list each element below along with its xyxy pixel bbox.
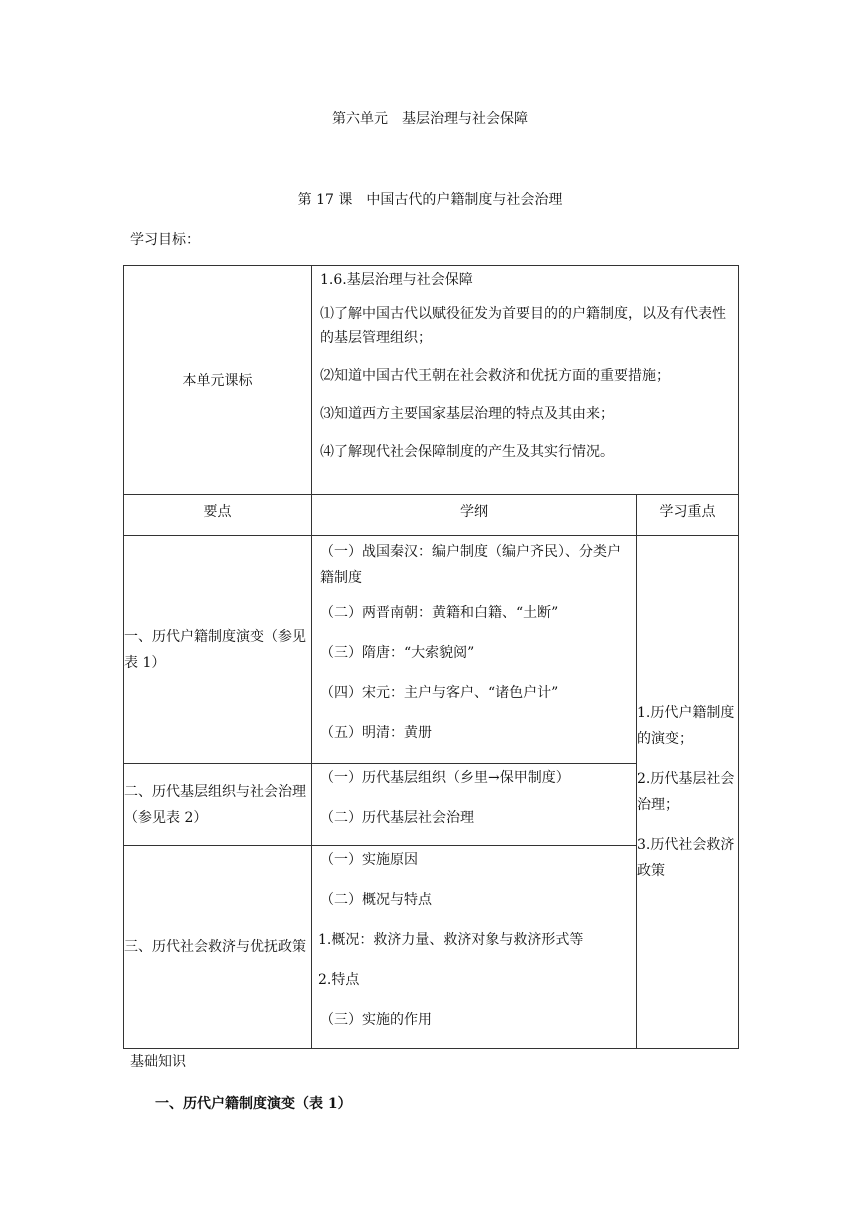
header-point: 要点 <box>124 495 312 536</box>
header-row <box>124 495 739 536</box>
focus-cell <box>637 536 739 1049</box>
unit-standard-item: ⑴了解中国古代以赋役征发为首要目的的户籍制度，以及有代表性的基层管理组织； <box>320 306 726 346</box>
unit-standard-item: ⑵知道中国古代王朝在社会救济和优抚方面的重要措施； <box>320 368 670 384</box>
point-cell: 一、历代户籍制度演变（参见表 1） <box>124 536 312 764</box>
header-focus: 学习重点 <box>637 495 739 536</box>
outline-item: （二）历代基层社会治理 <box>320 810 474 826</box>
basics-label: 基础知识 <box>130 1054 186 1070</box>
outline-item: （二）两晋南朝：黄籍和白籍、“土断” <box>320 605 559 621</box>
outline-item: （一）战国秦汉：编户制度（编户齐民）、分类户籍制度 <box>320 544 621 586</box>
unit-standard-cell <box>312 266 739 495</box>
table-row <box>124 536 739 764</box>
section-heading: 一、历代户籍制度演变（表 1） <box>155 1096 352 1112</box>
unit-standard-item: 1.6.基层治理与社会保障 <box>320 272 473 288</box>
outline-item: （一）实施原因 <box>320 852 418 868</box>
point-cell: 二、历代基层组织与社会治理（参见表 2） <box>124 764 312 846</box>
unit-standard-row <box>124 266 739 495</box>
outline-item: （四）宋元：主户与客户、“诸色户计” <box>320 685 559 701</box>
outline-item: （一）历代基层组织（乡里→保甲制度） <box>320 770 570 786</box>
outline-cell <box>312 764 637 846</box>
outline-item: 2.特点 <box>318 972 360 988</box>
outline-item: （三）隋唐：“大索貌阅” <box>320 645 475 661</box>
outline-cell <box>312 536 637 764</box>
focus-item: 2.历代基层社会治理； <box>637 771 735 813</box>
unit-title: 第六单元 基层治理与社会保障 <box>332 111 528 127</box>
unit-standard-label: 本单元课标 <box>124 266 312 495</box>
outline-item: （二）概况与特点 <box>320 892 432 908</box>
outline-item: （三）实施的作用 <box>320 1012 432 1028</box>
outline-item: （五）明清：黄册 <box>320 725 432 741</box>
outline-item: 1.概况：救济力量、救济对象与救济形式等 <box>318 932 584 948</box>
unit-standard-item: ⑷了解现代社会保障制度的产生及其实行情况。 <box>320 444 614 460</box>
point-cell: 三、历代社会救济与优抚政策 <box>124 846 312 1049</box>
outline-cell <box>312 846 637 1049</box>
unit-standard-item: ⑶知道西方主要国家基层治理的特点及其由来； <box>320 406 614 422</box>
header-outline: 学纲 <box>312 495 637 536</box>
objectives-label: 学习目标： <box>130 232 200 248</box>
focus-item: 3.历代社会救济政策 <box>637 837 735 879</box>
syllabus-table <box>123 265 739 1049</box>
focus-item: 1.历代户籍制度的演变； <box>637 705 735 747</box>
lesson-title: 第 17 课 中国古代的户籍制度与社会治理 <box>297 192 563 208</box>
